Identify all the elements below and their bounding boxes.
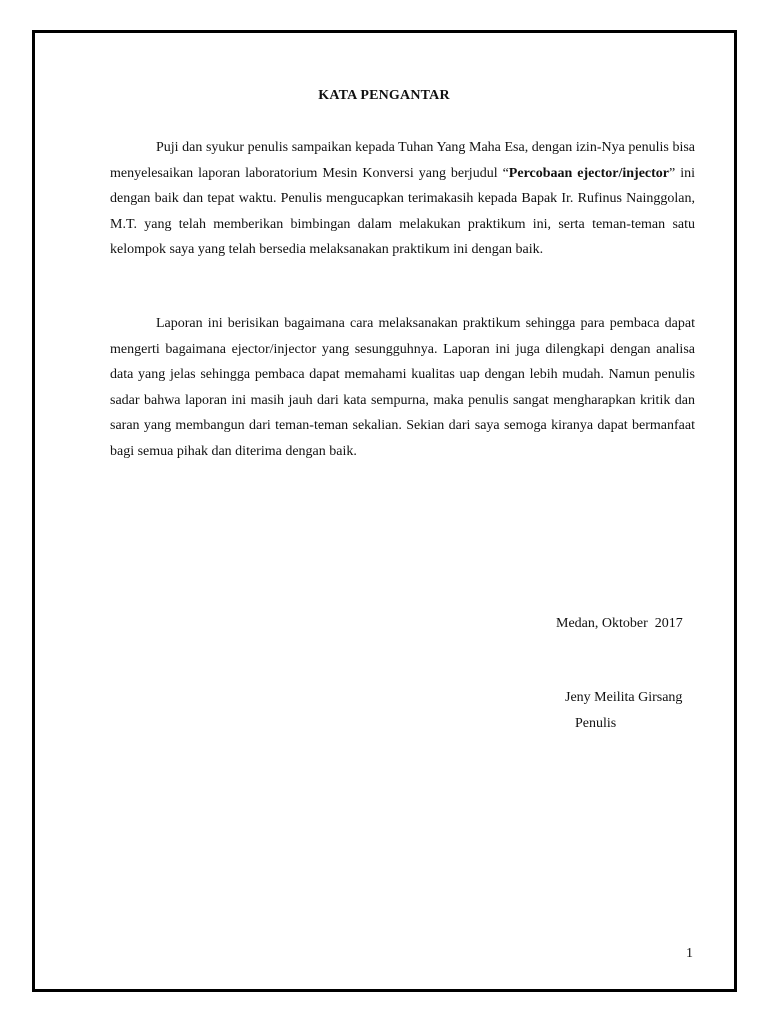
document-title: KATA PENGANTAR [318,88,450,103]
paragraph-acknowledgement [110,135,695,263]
page-number: 1 [686,946,693,961]
paragraph-1-text-start: Puji dan syukur penulis sampaikan kepada Tuhan Yang Maha Esa, dengan izin-Nya penulis bisa menyelesaikan laporan laboratorium Mesin Konversi yang berjudul “ [110,140,695,181]
author-name: Jeny Meilita Girsang [565,690,683,705]
paragraph-1-text-end: ” ini dengan baik dan tepat waktu. Penulis mengucapkan terimakasih kepada Bapak Ir. Rufinus Nainggolan, M.T. yang telah memberikan bimbingan dalam melakukan praktikum ini, serta teman-teman satu kelompok saya yang telah bersedia melaksanakan praktikum ini dengan baik. [110,165,695,258]
author-role: Penulis [575,716,617,731]
report-title-bold: Percobaan ejector/injector [508,165,670,181]
place-date: Medan, Oktober 2017 [556,616,683,631]
paragraph-report-description: Laporan ini berisikan bagaimana cara melaksanakan praktikum sehingga para pembaca dapat mengerti bagaimana ejector/injector yang sesungguhnya. Laporan ini juga dilengkapi dengan analisa data yang jelas sehingga pembaca dapat memahami kualitas uap dengan lebih mudah. Namun penulis sadar bahwa laporan ini masih jauh dari kata sempurna, maka penulis sangat mengharapkan kritik dan saran yang membangun dari teman-teman sekalian. Sekian dari saya semoga kiranya dapat bermanfaat bagi semua pihak dan diterima dengan baik. [110,316,695,459]
